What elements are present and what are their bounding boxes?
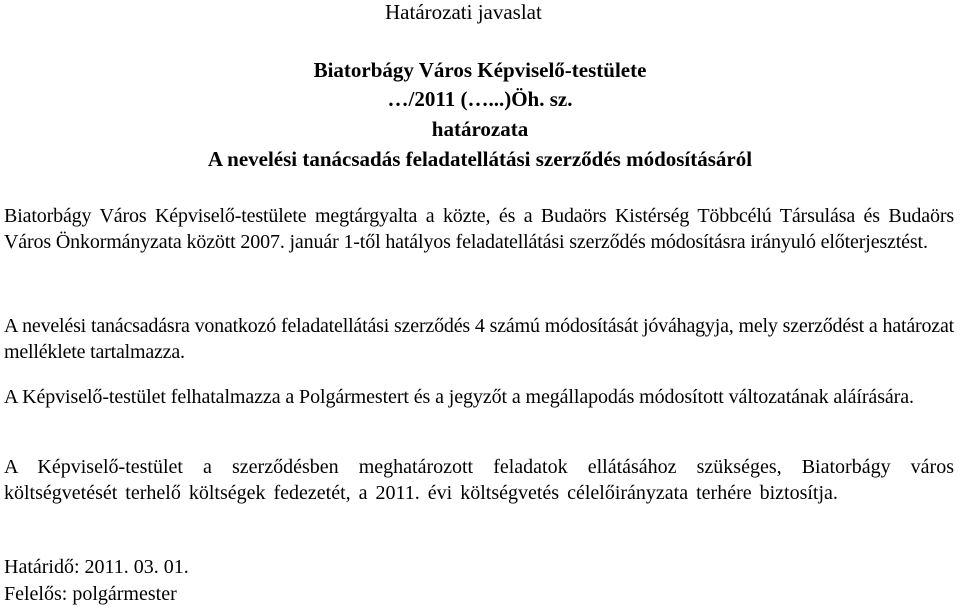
deadline-line: Határidő: 2011. 03. 01.	[4, 556, 189, 578]
document-label: Határozati javaslat	[385, 0, 542, 24]
responsible-line: Felelős: polgármester	[4, 583, 177, 605]
paragraph-4: A Képviselő-testület a szerződésben meghatározott feladatok ellátásához szükséges, Biatorbágy város költségvetését terhelő költségek fedezetét, a 2011. évi költségvetés célelőirányzata terhére biztosítja.	[4, 456, 954, 504]
body-name-heading: Biatorbágy Város Képviselő-testülete	[313, 58, 647, 82]
resolution-number: …/2011 (…...)Öh. sz.	[387, 87, 573, 111]
resolution-subject: A nevelési tanácsadás feladatellátási szerződés módosításáról	[207, 147, 753, 171]
resolution-type: határozata	[431, 117, 529, 141]
paragraph-2: A nevelési tanácsadásra vonatkozó feladatellátási szerződés 4 számú módosítását jóváhagyja, mely szerződést a határozat melléklete tartalmazza.	[4, 315, 954, 363]
paragraph-3: A Képviselő-testület felhatalmazza a Polgármestert és a jegyzőt a megállapodás módosított változatának aláírására.	[4, 386, 914, 408]
paragraph-1: Biatorbágy Város Képviselő-testülete megtárgyalta a közte, és a Budaörs Kistérség Többcélú Társulása és Budaörs Város Önkormányzata között 2007. január 1-től hatályos feladatellátási szerződés módosításra irányuló előterjesztést.	[4, 205, 954, 253]
